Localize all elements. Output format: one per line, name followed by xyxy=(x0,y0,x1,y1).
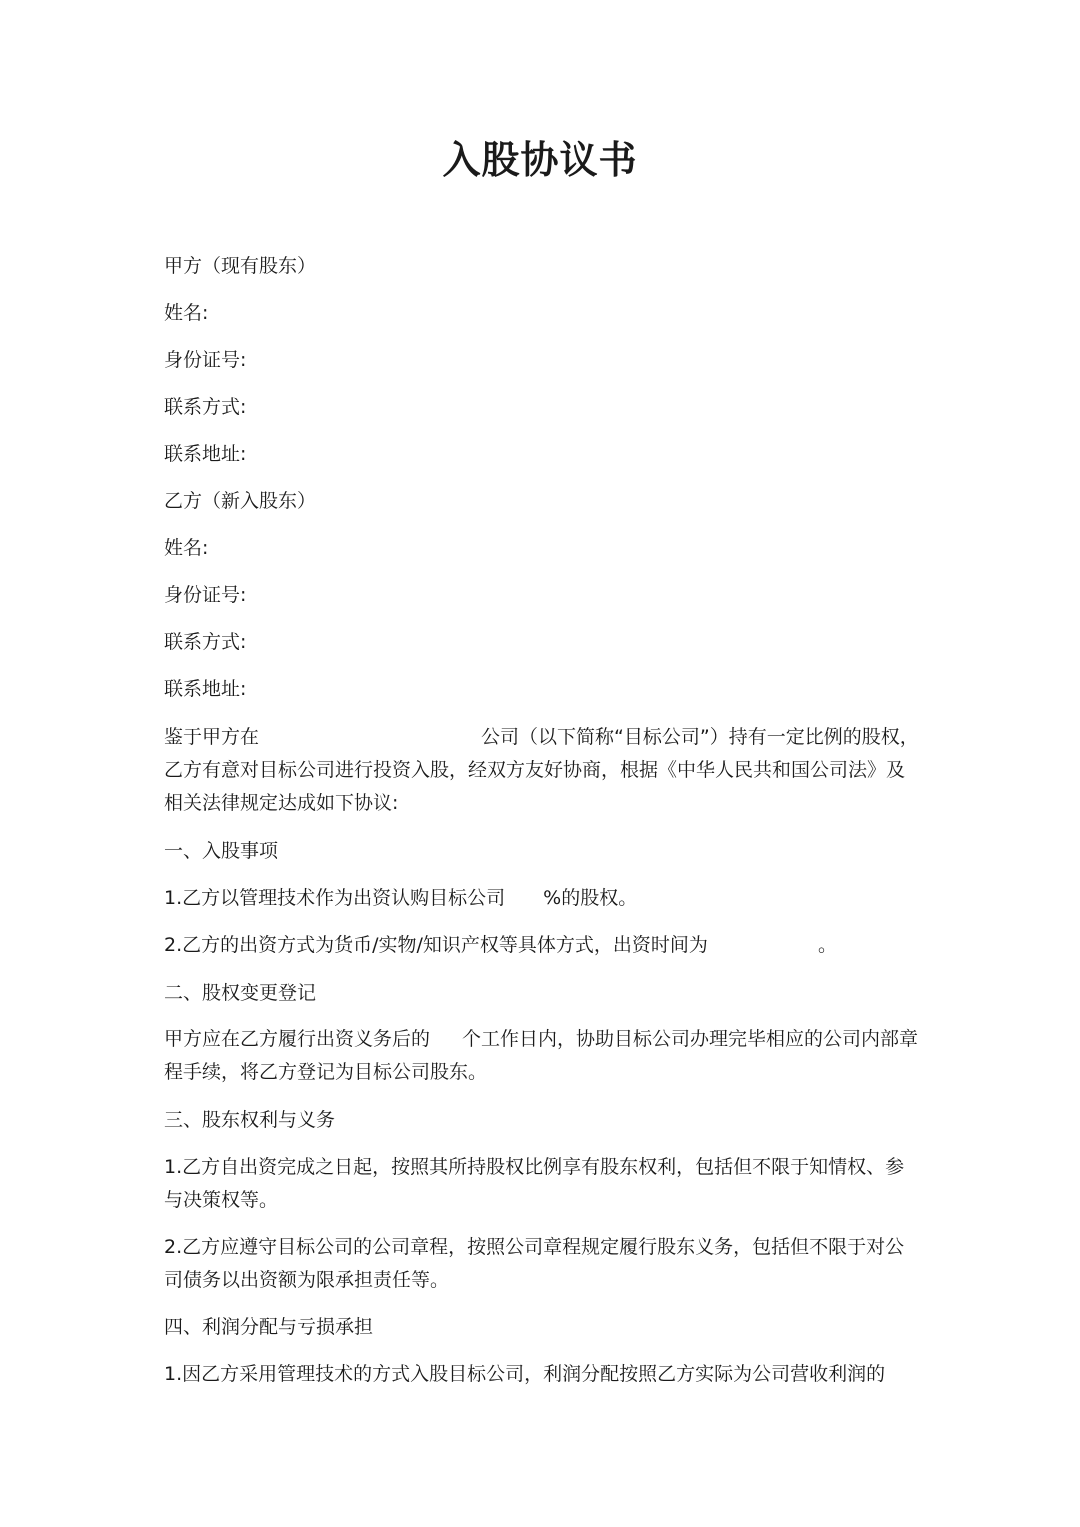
section3-item1: 1.乙方自出资完成之日起，按照其所持股权比例享有股东权利，包括但不限于知情权、参与决策权等。 xyxy=(164,1156,905,1211)
section1-item2 xyxy=(164,929,837,961)
party-b-address-label: 联系地址: xyxy=(164,678,247,700)
section1-heading: 一、入股事项 xyxy=(164,840,279,862)
document-title: 入股协议书 xyxy=(442,138,638,182)
party-b-id-label: 身份证号: xyxy=(164,584,247,606)
party-b-heading: 乙方（新入股东） xyxy=(164,490,317,512)
preamble-paragraph xyxy=(164,721,920,820)
party-a-contact-label: 联系方式: xyxy=(164,396,247,418)
section1-item2-part1: 2.乙方的出资方式为货币/实物/知识产权等具体方式，出资时间为 xyxy=(164,934,708,956)
section1-item1 xyxy=(164,882,637,914)
party-b-name-label: 姓名: xyxy=(164,537,209,559)
section1-item1-part2: %的股权。 xyxy=(543,887,638,909)
party-a-id-label: 身份证号: xyxy=(164,349,247,371)
section4-item1: 1.因乙方采用管理技术的方式入股目标公司，利润分配按照乙方实际为公司营收利润的 xyxy=(164,1363,886,1385)
section4-heading: 四、利润分配与亏损承担 xyxy=(164,1316,374,1338)
section2-text-part2: 个工作日内，协助目标公司办理完毕相应的公司内部章程手续，将乙方登记为目标公司股东。 xyxy=(164,1028,919,1083)
section3-heading: 三、股东权利与义务 xyxy=(164,1109,336,1131)
party-b-contact-label: 联系方式: xyxy=(164,631,247,653)
section2-paragraph xyxy=(164,1023,920,1089)
party-a-heading: 甲方（现有股东） xyxy=(164,255,317,277)
preamble-text-part1: 鉴于甲方在 xyxy=(164,726,260,748)
section1-item1-part1: 1.乙方以管理技术作为出资认购目标公司 xyxy=(164,887,506,909)
preamble-text-part2: 公司（以下简称“目标公司”）持有一定比例的股权，乙方有意对目标公司进行投资入股，经双方友好协商，根据《中华人民共和国公司法》及相关法律规定达成如下协议: xyxy=(164,726,919,814)
section1-item2-part2: 。 xyxy=(817,934,837,956)
section2-heading: 二、股权变更登记 xyxy=(164,982,317,1004)
party-a-address-label: 联系地址: xyxy=(164,443,247,465)
party-a-name-label: 姓名: xyxy=(164,302,209,324)
section2-text-part1: 甲方应在乙方履行出资义务后的 xyxy=(164,1028,431,1050)
section3-item2: 2.乙方应遵守目标公司的公司章程，按照公司章程规定履行股东义务，包括但不限于对公司债务以出资额为限承担责任等。 xyxy=(164,1236,905,1291)
